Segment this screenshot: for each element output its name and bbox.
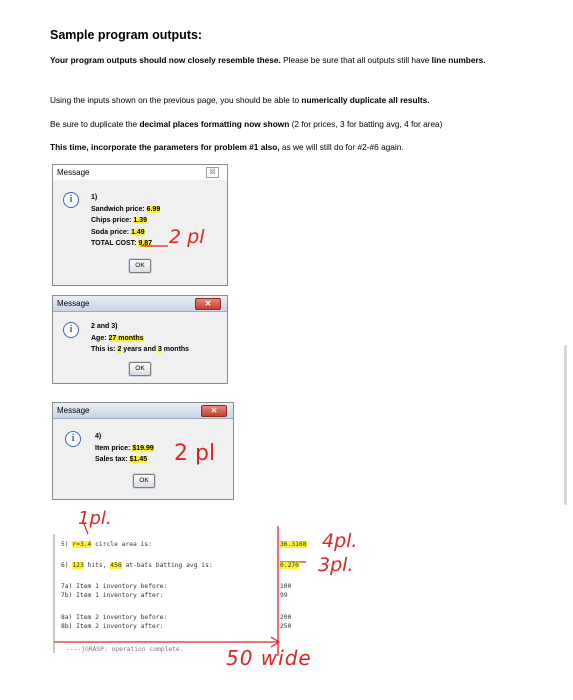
- console-value-7a: 100: [280, 583, 292, 590]
- console-5-text: circle area is:: [91, 541, 153, 548]
- instruction-1-bold: Your program outputs should now closely resemble these.: [50, 55, 281, 65]
- item-price-value: $19.99: [132, 444, 154, 452]
- dialog-1-close-button[interactable]: ☒: [206, 167, 219, 178]
- dialog-1-title: Message: [57, 168, 90, 177]
- sales-tax-line: [95, 454, 154, 466]
- instruction-3-bold: decimal places formatting now shown: [139, 119, 290, 129]
- circle-area-value: 36.3168: [280, 541, 307, 548]
- instruction-line-4: [50, 141, 510, 154]
- dialog-2-close-button[interactable]: ✕: [195, 298, 221, 310]
- months-value: 3: [157, 346, 162, 353]
- age-label: Age:: [91, 334, 109, 342]
- underline-mark-total: [140, 244, 170, 248]
- annotation-3-places: 3pl.: [318, 554, 354, 576]
- console-value-8b: 250: [280, 623, 292, 630]
- instruction-1-bold2: line numbers.: [431, 55, 486, 65]
- radius-value: r=3.4: [72, 541, 92, 548]
- total-cost-value: 9.87: [138, 240, 153, 247]
- instruction-1-text: Please be sure that all outputs still have: [280, 55, 432, 65]
- chips-price-line: [91, 215, 160, 227]
- console-value-7b: 99: [280, 592, 288, 599]
- age-line: [91, 333, 189, 345]
- info-icon: i: [63, 322, 79, 338]
- years-value: 2: [117, 346, 122, 353]
- console-line-8a: 8a) Item 2 inventory before:: [61, 614, 168, 621]
- console-footer: ----jGRASP: operation complete.: [66, 646, 184, 653]
- dialog-3-ok-button[interactable]: OK: [133, 474, 155, 488]
- console-value-8a: 200: [280, 614, 292, 621]
- console-line-8b: 8b) Item 2 inventory after:: [61, 623, 164, 630]
- message-dialog-2: [52, 295, 228, 384]
- instruction-4-bold: This time, incorporate the parameters for problem #1 also,: [50, 142, 280, 152]
- instruction-line-3: [50, 118, 510, 131]
- item-price-line: [95, 443, 154, 455]
- console-5-prefix: 5): [61, 541, 73, 548]
- soda-price-label: Soda price:: [91, 228, 132, 236]
- dialog-3-close-button[interactable]: ✕: [201, 405, 227, 417]
- sandwich-price-value: 6.99: [146, 205, 161, 213]
- chips-price-label: Chips price:: [91, 217, 134, 224]
- at-bats-value: 456: [110, 562, 122, 569]
- info-icon: i: [65, 431, 81, 447]
- sandwich-price-label: Sandwich price:: [91, 205, 147, 213]
- sandwich-price-line: [91, 204, 160, 216]
- this-is-line: [91, 344, 189, 356]
- sales-tax-value: $1.45: [129, 456, 148, 463]
- instruction-3-text2: (2 for prices, 3 for batting avg, 4 for area): [289, 119, 443, 129]
- console-value-5: [280, 540, 307, 549]
- annotation-4-places: 4pl.: [322, 530, 358, 552]
- chips-price-value: 1.39: [133, 217, 148, 224]
- annotation-2-places-dialog-1: 2 pl: [169, 226, 205, 248]
- dialog-3-title: Message: [57, 406, 90, 415]
- console-6-text: at-bats batting avg is:: [121, 562, 213, 569]
- batting-avg-value: 0.270: [280, 562, 299, 569]
- console-value-6: [280, 561, 299, 570]
- dialog-1-titlebar: [53, 165, 227, 180]
- info-icon: i: [63, 192, 79, 208]
- annotation-2-places-dialog-3: 2 pl: [174, 441, 216, 466]
- console-line-7b: 7b) Item 1 inventory after:: [61, 592, 164, 599]
- instruction-2-bold: numerically duplicate all results.: [301, 95, 430, 105]
- dialog-1-message: [91, 192, 160, 250]
- sales-tax-label: Sales tax:: [95, 456, 130, 463]
- page-title: Sample program outputs:: [50, 28, 203, 42]
- soda-price-value: 1.49: [131, 228, 145, 236]
- annotation-50-wide: 50 wide: [226, 646, 312, 670]
- instruction-3-text: Be sure to duplicate the: [50, 119, 140, 129]
- years-text: years and: [121, 346, 158, 353]
- dialog-2-message: [91, 321, 189, 356]
- message-dialog-1: [52, 164, 228, 286]
- dialog-1-line-number: 1): [91, 194, 98, 201]
- dialog-1-ok-button[interactable]: OK: [129, 259, 151, 273]
- instruction-line-2: [50, 94, 510, 107]
- console-line-7a: 7a) Item 1 inventory before:: [61, 583, 168, 590]
- total-cost-label: TOTAL COST:: [91, 240, 139, 247]
- page-scrollbar[interactable]: [564, 345, 567, 505]
- this-is-label: This is:: [91, 346, 118, 353]
- dialog-3-message: [95, 431, 154, 466]
- months-text: months: [161, 346, 190, 353]
- console-6-prefix: 6): [61, 562, 73, 569]
- dialog-3-line-number: 4): [95, 433, 102, 440]
- instruction-line-1: [50, 54, 510, 67]
- hits-value: 123: [72, 562, 84, 569]
- soda-price-line: [91, 227, 160, 239]
- annotation-1-place: 1pl.: [78, 508, 112, 529]
- instruction-2-text: Using the inputs shown on the previous page, you should be able to: [50, 95, 302, 105]
- instruction-4-text: as we will still do for #2-#6 again.: [279, 142, 404, 152]
- age-value: 27 months: [108, 334, 144, 342]
- dialog-2-ok-button[interactable]: OK: [129, 362, 151, 376]
- console-6-mid: hits,: [83, 562, 111, 569]
- dialog-2-title: Message: [57, 299, 90, 308]
- console-line-5: [61, 540, 152, 549]
- item-price-label: Item price:: [95, 444, 133, 452]
- dialog-2-line-number: 2 and 3): [91, 323, 118, 330]
- console-line-6: [61, 561, 213, 570]
